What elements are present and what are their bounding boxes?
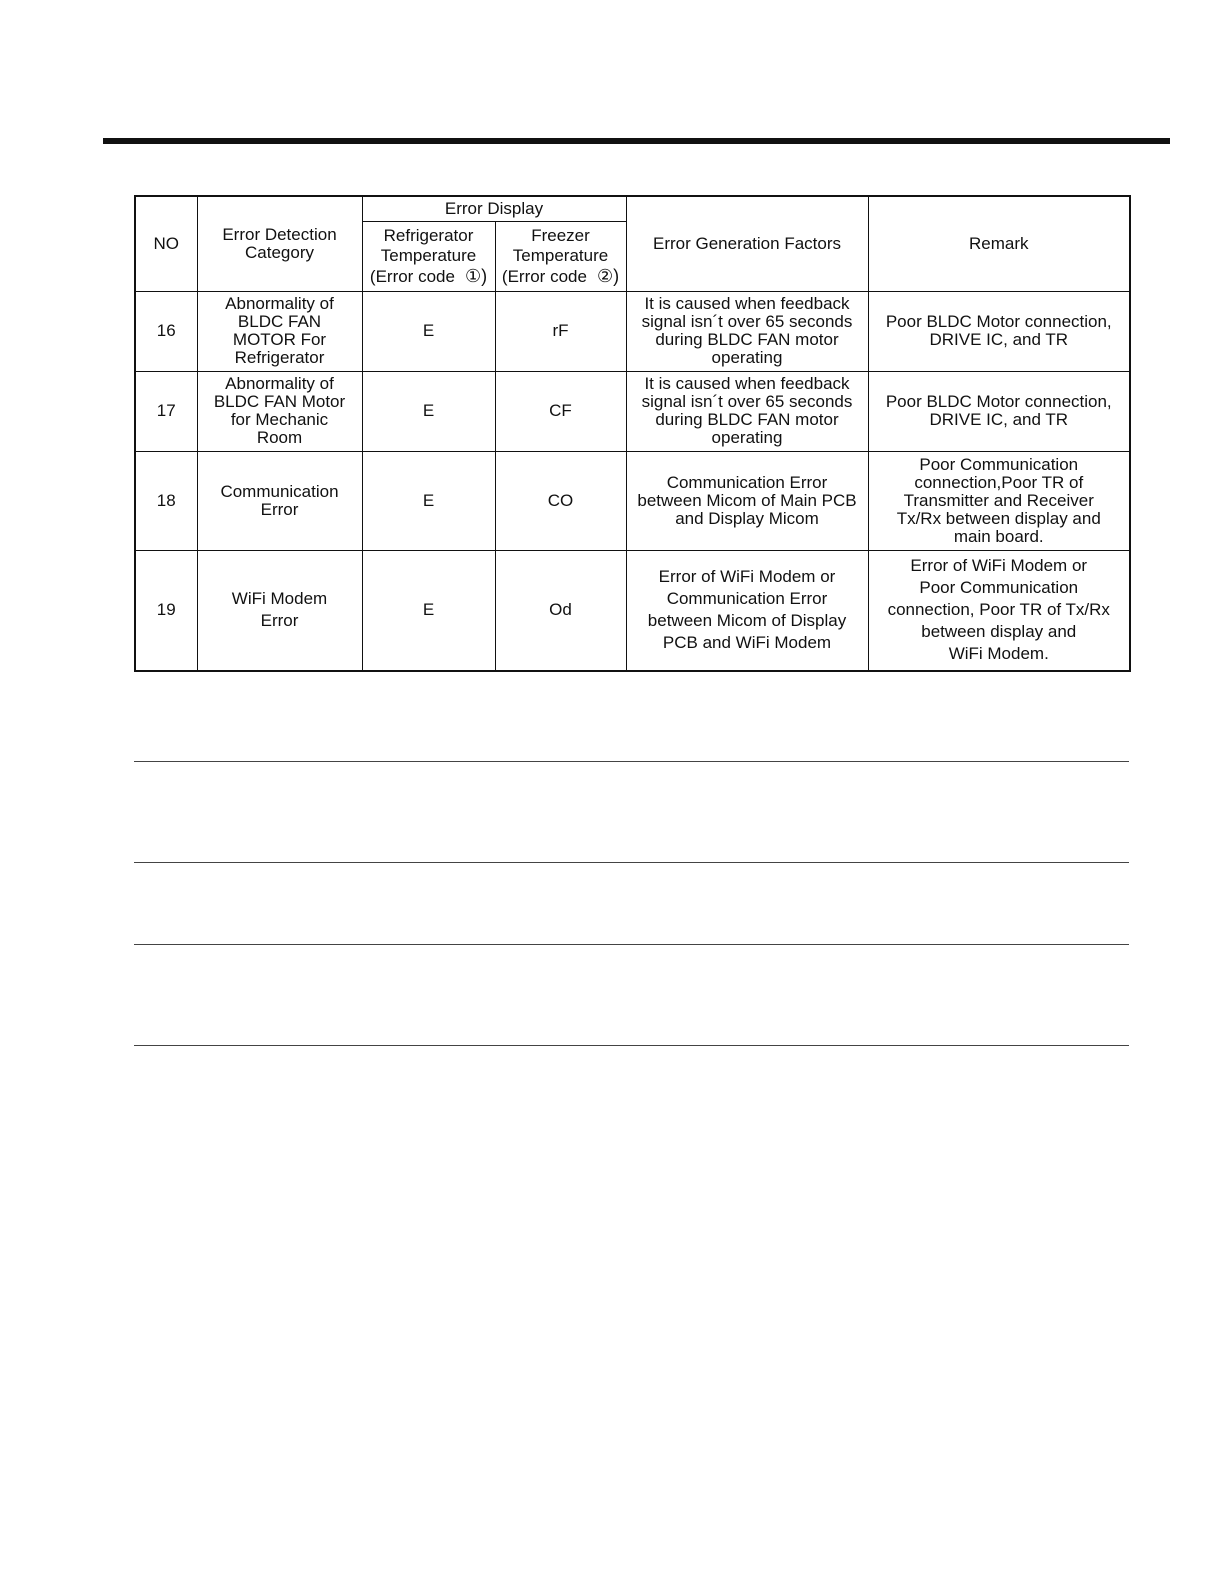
- cell-factors: Error of WiFi Modem or Communication Error between Micom of Display PCB and WiFi Modem: [626, 550, 868, 671]
- cell-no: 17: [135, 371, 197, 451]
- cell-no: 18: [135, 451, 197, 550]
- cell-refrigerator-code: E: [362, 291, 495, 371]
- blank-divider-line: [134, 761, 1129, 762]
- circled-two-symbol: ②): [596, 265, 620, 286]
- header-category: Error Detection Category: [197, 196, 362, 291]
- header-error-display: Error Display: [362, 196, 626, 221]
- cell-factors: It is caused when feedback signal isn´t over 65 seconds during BLDC FAN motor operating: [626, 371, 868, 451]
- cell-freezer-code: CO: [495, 451, 626, 550]
- table-row: [135, 291, 1130, 371]
- header-remark: Remark: [868, 196, 1130, 291]
- cell-refrigerator-code: E: [362, 371, 495, 451]
- blank-divider-line: [134, 944, 1129, 945]
- header-factors: Error Generation Factors: [626, 196, 868, 291]
- cell-refrigerator-code: E: [362, 550, 495, 671]
- cell-remark: Poor Communication connection,Poor TR of Transmitter and Receiver Tx/Rx between display and main board.: [868, 451, 1130, 550]
- table-row: [135, 371, 1130, 451]
- cell-factors: Communication Error between Micom of Main PCB and Display Micom: [626, 451, 868, 550]
- cell-category: Communication Error: [197, 451, 362, 550]
- blank-divider-line: [134, 862, 1129, 863]
- cell-remark: Poor BLDC Motor connection, DRIVE IC, and TR: [868, 371, 1130, 451]
- cell-freezer-code: Od: [495, 550, 626, 671]
- header-freezer-temp: [495, 221, 626, 291]
- circled-one-symbol: ①): [464, 265, 488, 286]
- cell-remark: Error of WiFi Modem or Poor Communication connection, Poor TR of Tx/Rx between display and WiFi Modem.: [868, 550, 1130, 671]
- cell-category: WiFi Modem Error: [197, 550, 362, 671]
- cell-freezer-code: CF: [495, 371, 626, 451]
- cell-category: Abnormality of BLDC FAN MOTOR For Refrigerator: [197, 291, 362, 371]
- table-row: [135, 451, 1130, 550]
- top-header-rule: [103, 138, 1170, 144]
- header-freezer-label: Freezer Temperature (Error code: [501, 225, 609, 286]
- cell-no: 19: [135, 550, 197, 671]
- table-row: [135, 550, 1130, 671]
- header-refrigerator-temp: [362, 221, 495, 291]
- cell-category: Abnormality of BLDC FAN Motor for Mechanic Room: [197, 371, 362, 451]
- header-refrigerator-label: Refrigerator Temperature (Error code: [369, 225, 477, 286]
- blank-divider-line: [134, 1045, 1129, 1046]
- error-code-table: [134, 195, 1131, 672]
- cell-refrigerator-code: E: [362, 451, 495, 550]
- cell-no: 16: [135, 291, 197, 371]
- cell-factors: It is caused when feedback signal isn´t over 65 seconds during BLDC FAN motor operating: [626, 291, 868, 371]
- header-no: NO: [135, 196, 197, 291]
- header-row-top: [135, 196, 1130, 221]
- cell-remark: Poor BLDC Motor connection, DRIVE IC, and TR: [868, 291, 1130, 371]
- cell-freezer-code: rF: [495, 291, 626, 371]
